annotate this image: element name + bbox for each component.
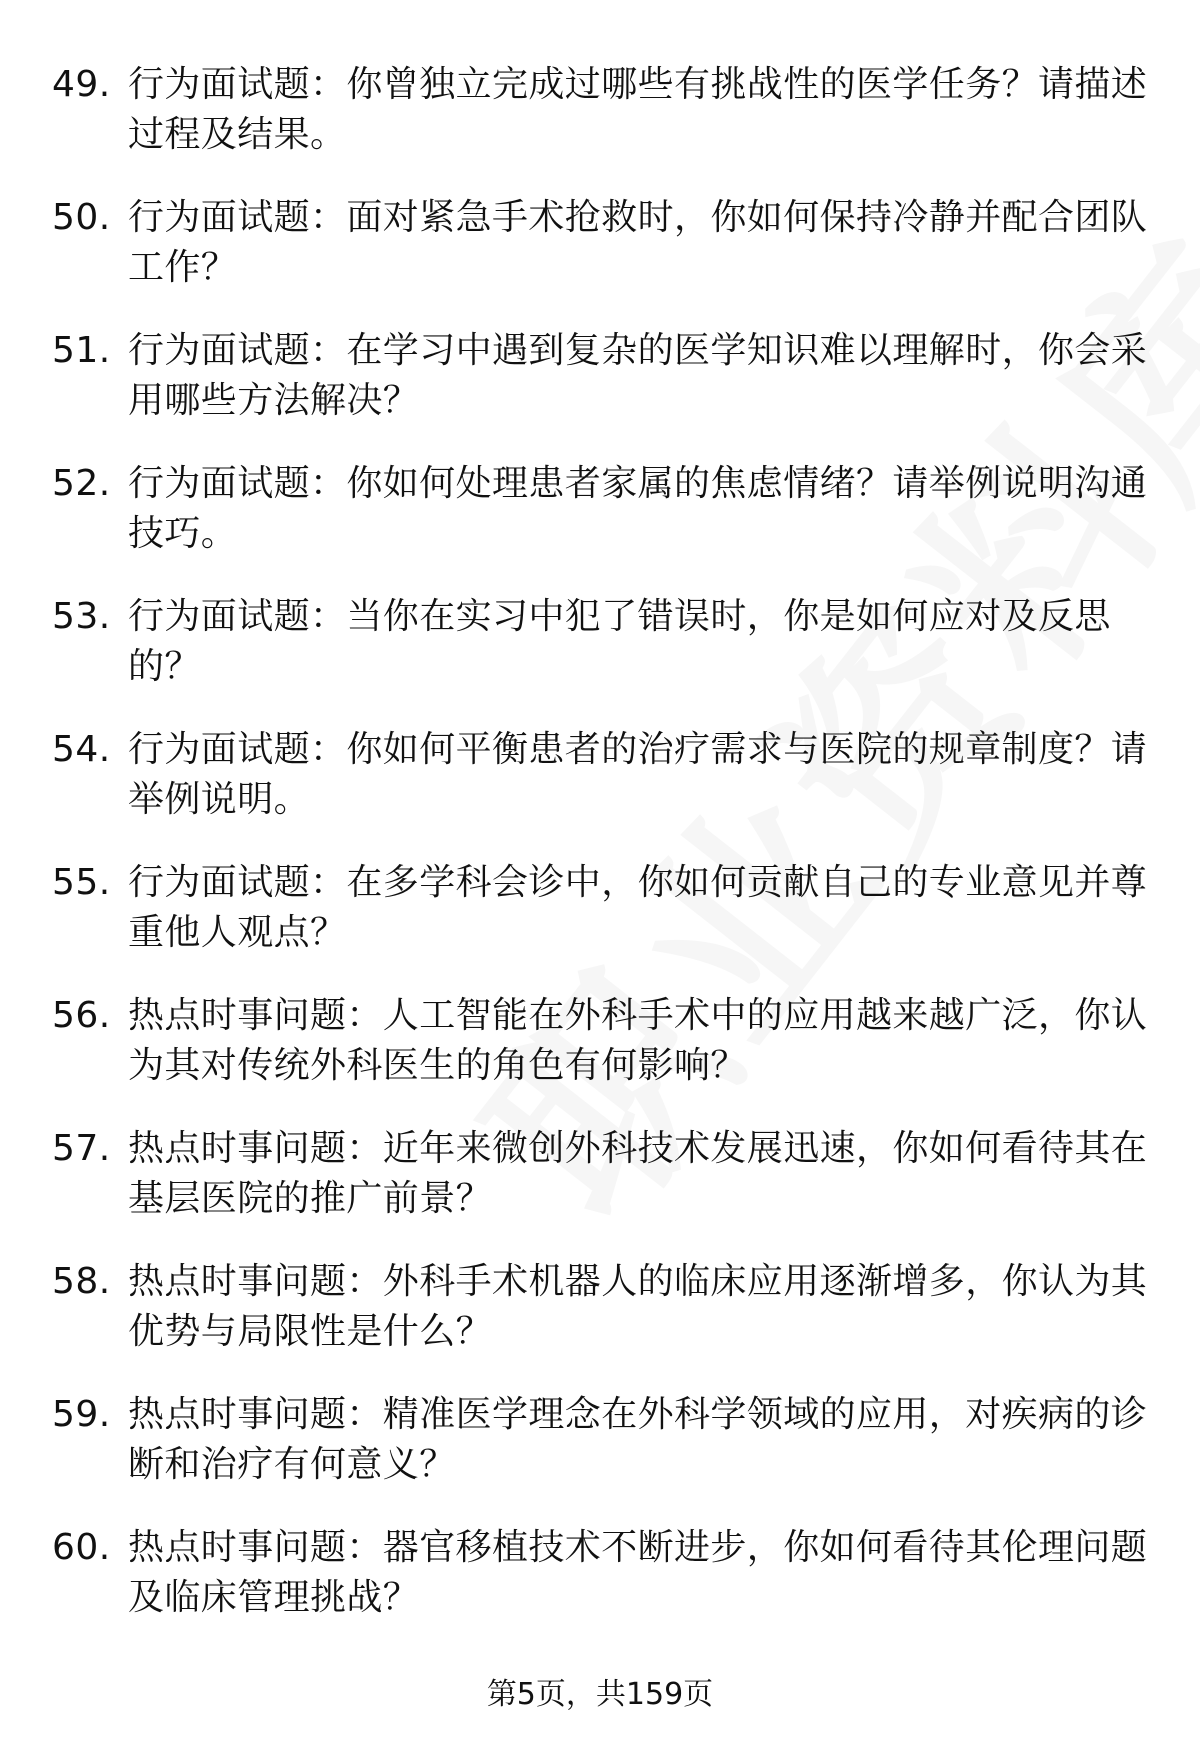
item-number: 52. xyxy=(52,463,111,504)
item-number: 51. xyxy=(52,330,111,371)
list-item xyxy=(52,592,1162,725)
list-item xyxy=(52,1390,1162,1523)
item-text: 行为面试题：你如何处理患者家属的焦虑情绪？请举例说明沟通技巧。 xyxy=(128,463,1148,554)
item-number: 57. xyxy=(52,1128,111,1169)
item-text: 行为面试题：在多学科会诊中，你如何贡献自己的专业意见并尊重他人观点？ xyxy=(128,862,1148,953)
item-text: 行为面试题：你如何平衡患者的治疗需求与医院的规章制度？请举例说明。 xyxy=(128,729,1148,820)
item-text: 行为面试题：你曾独立完成过哪些有挑战性的医学任务？请描述过程及结果。 xyxy=(128,64,1148,155)
list-item xyxy=(52,60,1162,193)
list-item xyxy=(52,858,1162,991)
item-number: 50. xyxy=(52,197,111,238)
item-text: 热点时事问题：精准医学理念在外科学领域的应用，对疾病的诊断和治疗有何意义？ xyxy=(128,1394,1148,1485)
item-text: 热点时事问题：近年来微创外科技术发展迅速，你如何看待其在基层医院的推广前景？ xyxy=(128,1128,1148,1219)
list-item xyxy=(52,725,1162,858)
item-number: 60. xyxy=(52,1527,111,1568)
list-item xyxy=(52,991,1162,1124)
item-text: 行为面试题：在学习中遇到复杂的医学知识难以理解时，你会采用哪些方法解决？ xyxy=(128,330,1148,421)
item-number: 55. xyxy=(52,862,111,903)
item-number: 59. xyxy=(52,1394,111,1435)
question-list xyxy=(52,60,1162,1656)
list-item xyxy=(52,326,1162,459)
item-text: 热点时事问题：器官移植技术不断进步，你如何看待其伦理问题及临床管理挑战？ xyxy=(128,1527,1148,1618)
list-item xyxy=(52,459,1162,592)
item-number: 53. xyxy=(52,596,111,637)
list-item xyxy=(52,1523,1162,1656)
list-item xyxy=(52,1257,1162,1390)
list-item xyxy=(52,193,1162,326)
item-text: 热点时事问题：外科手术机器人的临床应用逐渐增多，你认为其优势与局限性是什么？ xyxy=(128,1261,1148,1352)
item-number: 58. xyxy=(52,1261,111,1302)
page-footer: 第5页，共159页 xyxy=(486,1677,714,1712)
item-text: 行为面试题：面对紧急手术抢救时，你如何保持冷静并配合团队工作？ xyxy=(128,197,1148,288)
item-text: 热点时事问题：人工智能在外科手术中的应用越来越广泛，你认为其对传统外科医生的角色有何影响？ xyxy=(128,995,1148,1086)
item-number: 54. xyxy=(52,729,111,770)
item-number: 56. xyxy=(52,995,111,1036)
item-text: 行为面试题：当你在实习中犯了错误时，你是如何应对及反思的？ xyxy=(128,596,1111,687)
list-item xyxy=(52,1124,1162,1257)
item-number: 49. xyxy=(52,64,111,105)
